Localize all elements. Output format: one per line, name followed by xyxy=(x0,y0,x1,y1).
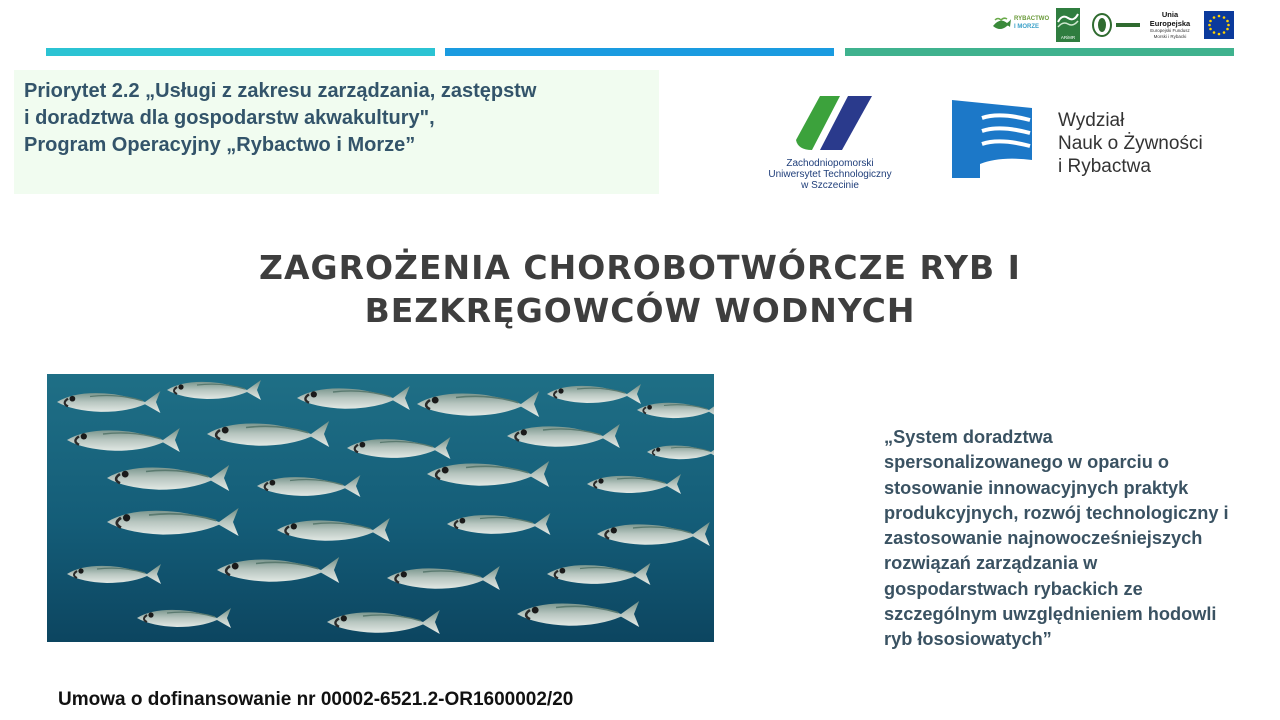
zut-line-2: Uniwersytet Technologiczny xyxy=(768,169,892,180)
faculty-flag-icon xyxy=(950,98,1034,180)
priority-line-3: Program Operacyjny „Rybactwo i Morze” xyxy=(24,134,416,156)
slide-title xyxy=(0,246,1280,332)
arimr-label: ARiMR xyxy=(1060,35,1076,40)
title-line-2: BEZKRĘGOWCÓW WODNYCH xyxy=(364,291,916,330)
arimr-logo xyxy=(1056,8,1080,42)
wave-icon xyxy=(1056,8,1080,32)
title-line-1: ZAGROŻENIA CHOROBOTWÓRCZE RYB I xyxy=(259,248,1021,287)
priority-line-1: Priorytet 2.2 „Usługi z zakresu zarządzania, zastępstw xyxy=(24,80,537,102)
zut-logo xyxy=(760,96,900,198)
contract-number: Umowa o dofinansowanie nr 00002-6521.2-OR1600002/20 xyxy=(58,689,574,710)
morze-label: I MORZE xyxy=(1014,24,1039,30)
eu-sub-2: Morski i Rybacki xyxy=(1153,34,1187,39)
rybactwo-i-morze-logo xyxy=(992,12,1052,38)
zut-line-1: Zachodniopomorski xyxy=(786,158,874,169)
faculty-line-3: i Rybactwa xyxy=(1058,156,1151,177)
eu-sub-1: Europejski Fundusz xyxy=(1150,28,1190,33)
zut-stripes-icon xyxy=(792,96,872,152)
header-stripe-cyan xyxy=(46,48,435,56)
rybactwo-label: RYBACTWO xyxy=(1014,16,1050,22)
leaf-icon xyxy=(1098,18,1106,32)
header-stripe-green xyxy=(845,48,1234,56)
eu-title: Unia Europejska xyxy=(1149,10,1191,28)
eu-text xyxy=(1142,10,1198,40)
fish-bird-icon xyxy=(992,14,1012,34)
zut-line-3: w Szczecinie xyxy=(801,180,859,191)
faculty-line-2: Nauk o Żywności xyxy=(1058,133,1203,154)
faculty-line-1: Wydział xyxy=(1058,110,1125,131)
faculty-logo xyxy=(950,98,1240,182)
priority-box xyxy=(14,70,659,194)
header-stripe-blue xyxy=(445,48,834,56)
priority-line-2: i doradztwa dla gospodarstw akwakultury", xyxy=(24,107,435,129)
ministry-logo xyxy=(1092,12,1140,38)
funder-logos xyxy=(992,8,1234,42)
eu-flag-icon xyxy=(1204,11,1234,39)
fish-school-photo xyxy=(47,374,714,642)
project-quote: „System doradztwa spersonalizowanego w oparciu o stosowanie innowacyjnych praktyk produkcyjnych, rozwój technologiczny i zastosowanie najnowocześniejszych rozwiązań zarządzania w gospodarstwach rybackich ze szczególnym uwzględnieniem hodowli ryb łososiowatych” xyxy=(884,427,1229,650)
ministry-bar xyxy=(1116,23,1140,27)
